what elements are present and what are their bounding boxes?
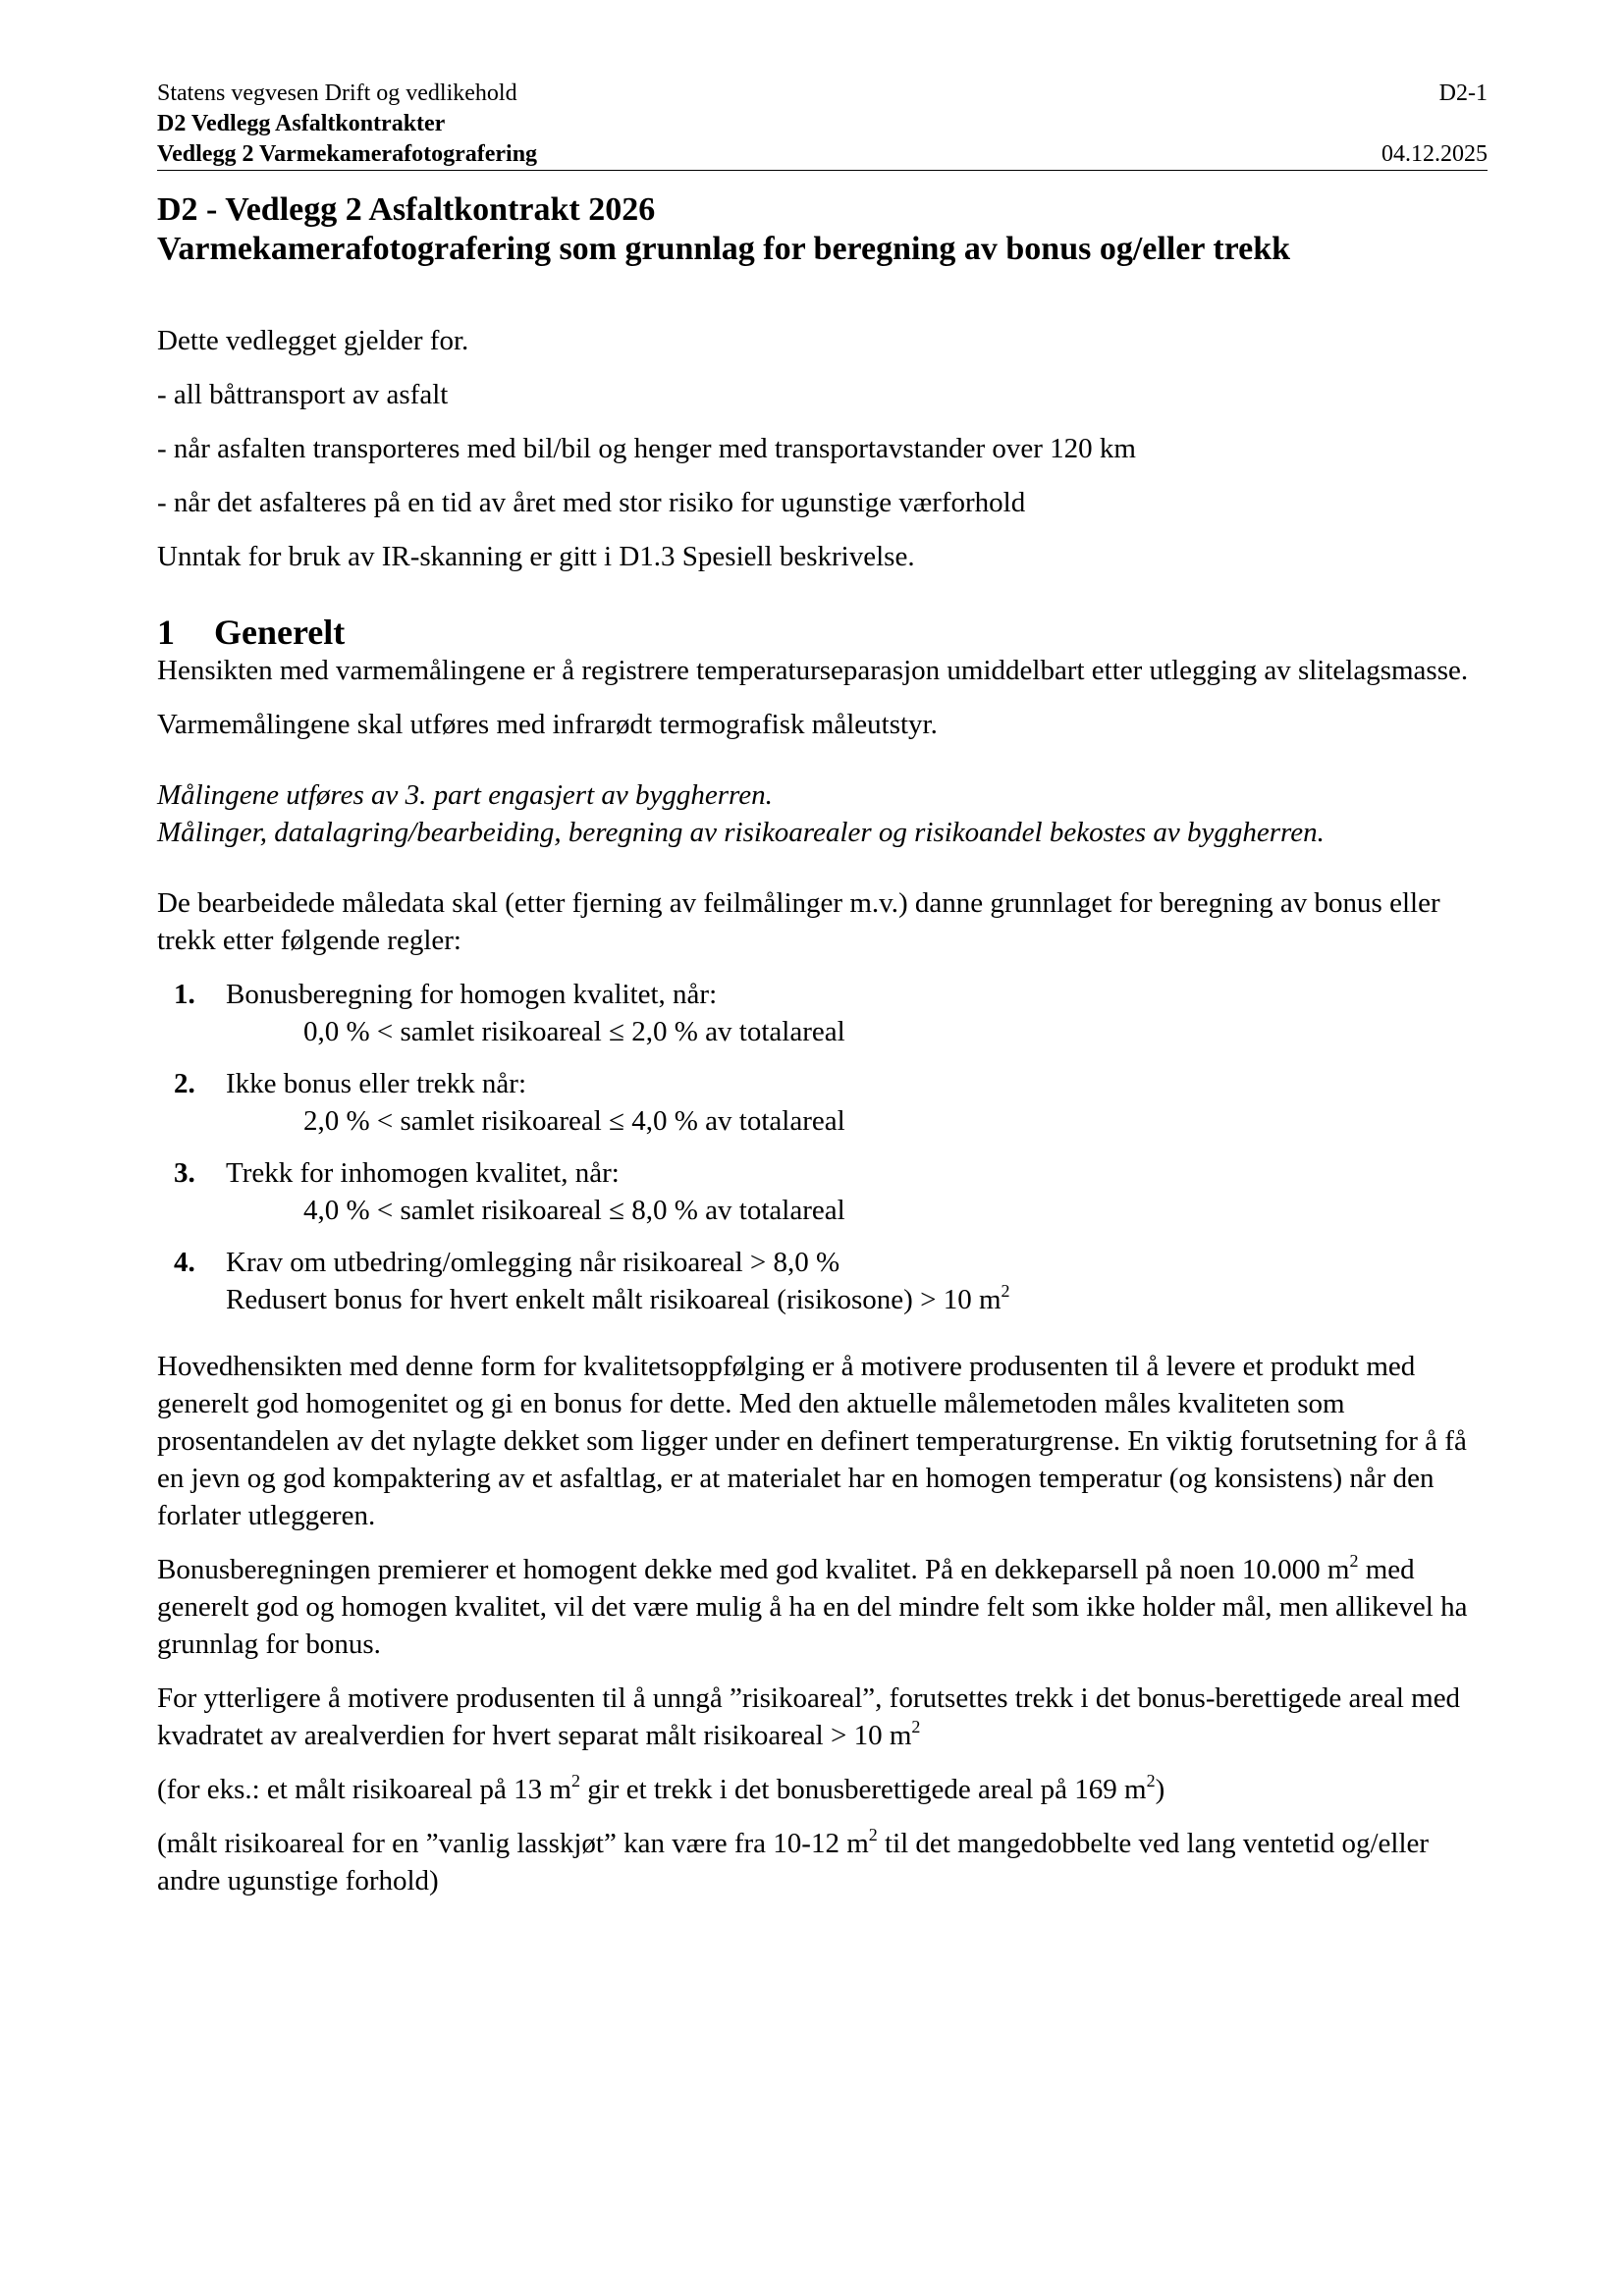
italic-line: Målinger, datalagring/bearbeiding, beregning av risikoarealer og risikoandel bekostes av byggherren. xyxy=(157,817,1325,848)
document-page xyxy=(157,79,1488,1916)
intro-line: - når asfalten transporteres med bil/bil og henger med transportavstander over 120 km xyxy=(157,433,1136,464)
paragraph xyxy=(157,1771,1488,1808)
rule-item xyxy=(157,1154,1488,1229)
header-date: 04.12.2025 xyxy=(1381,141,1488,167)
italic-note xyxy=(157,776,1488,851)
header-doc: D2 Vedlegg Asfaltkontrakter xyxy=(157,111,446,136)
section-number: 1 xyxy=(157,613,175,652)
section-title: Generelt xyxy=(214,613,346,652)
paragraph xyxy=(157,1551,1488,1663)
rule-text: Krav om utbedring/omlegging når risikoareal > 8,0 % xyxy=(226,1247,840,1278)
document-title xyxy=(157,190,1488,269)
title-line-1: D2 - Vedlegg 2 Asfaltkontrakt 2026 xyxy=(157,191,656,228)
rule-number: 4. xyxy=(174,1247,195,1278)
paragraph xyxy=(157,1825,1488,1899)
section-body xyxy=(157,652,1488,1899)
intro-block xyxy=(157,322,1488,575)
text-run: gir et trekk i det bonusberettigede areal på 169 m xyxy=(579,1774,1147,1805)
intro-line: Unntak for bruk av IR-skanning er gitt i D1.3 Spesiell beskrivelse. xyxy=(157,541,915,572)
rule-item xyxy=(157,976,1488,1050)
text-run: (målt risikoareal for en ”vanlig lasskjøt” kan være fra 10-12 m xyxy=(157,1828,869,1859)
superscript: 2 xyxy=(1349,1551,1359,1571)
text-run: med generelt god og homogen kvalitet, vil det være mulig å ha en del mindre felt som ikke holder mål, men allikevel ha grunnlag for bonus. xyxy=(157,1554,1468,1660)
paragraph: De bearbeidede måledata skal (etter fjerning av feilmålinger m.v.) danne grunnlaget for beregning av bonus eller trekk etter følgende regler: xyxy=(157,887,1440,956)
rule-text: Ikke bonus eller trekk når: xyxy=(226,1068,527,1099)
text-run: (for eks.: et målt risikoareal på 13 m xyxy=(157,1774,571,1805)
superscript: 2 xyxy=(868,1825,878,1844)
superscript: 2 xyxy=(911,1717,921,1736)
text-run: Bonusberegningen premierer et homogent dekke med god kvalitet. På en dekkeparsell på noen 10.000 m xyxy=(157,1554,1350,1585)
header-org: Statens vegvesen Drift og vedlikehold xyxy=(157,80,517,106)
paragraph: Varmemålingene skal utføres med infrarødt termografisk måleutstyr. xyxy=(157,709,938,740)
explanation-block xyxy=(157,1348,1488,1899)
header-appendix: Vedlegg 2 Varmekamerafotografering xyxy=(157,141,538,167)
paragraph: Hensikten med varmemålingene er å registrere temperaturseparasjon umiddelbart etter utlegging av slitelagsmasse. xyxy=(157,655,1469,686)
text-run: For ytterligere å motivere produsenten til å unngå ”risikoareal”, forutsettes trekk i det bonus-berettigede areal med kvadratet av arealverdien for hvert separat målt risikoareal > 10 m xyxy=(157,1682,1461,1751)
title-line-2: Varmekamerafotografering som grunnlag for beregning av bonus og/eller trekk xyxy=(157,231,1291,267)
rule-text: Bonusberegning for homogen kvalitet, når: xyxy=(226,979,718,1010)
paragraph: Hovedhensikten med denne form for kvalitetsoppfølging er å motivere produsenten til å levere et produkt med generelt god homogenitet og gi en bonus for dette. Med den aktuelle målemetoden måles kvaliteten som prosentandelen av det nylagte dekket som ligger under en definert temperaturgrense. En viktig forutsetning for å få en jevn og god kompaktering av et asfaltlag, er at materialet har en homogen temperatur (og konsistens) når den forlater utleggeren. xyxy=(157,1351,1467,1531)
rules-list xyxy=(157,976,1488,1318)
superscript: 2 xyxy=(1146,1771,1156,1790)
section-heading xyxy=(157,613,1488,652)
rule-condition: 4,0 % < samlet risikoareal ≤ 8,0 % av totalareal xyxy=(303,1195,845,1226)
rule-item xyxy=(157,1244,1488,1318)
intro-line: - når det asfalteres på en tid av året med stor risiko for ugunstige værforhold xyxy=(157,487,1026,518)
rule-number: 2. xyxy=(174,1068,195,1099)
intro-line: - all båttransport av asfalt xyxy=(157,379,449,410)
text-run: ) xyxy=(1155,1774,1165,1805)
rule-item xyxy=(157,1065,1488,1140)
rule-text-line-2: Redusert bonus for hvert enkelt målt risikoareal (risikosone) > 10 m xyxy=(226,1284,1001,1315)
rule-text: Trekk for inhomogen kvalitet, når: xyxy=(226,1157,620,1189)
rule-number: 1. xyxy=(174,979,195,1010)
superscript: 2 xyxy=(570,1771,580,1790)
text-run: til det mangedobbelte ved lang ventetid og/eller andre ugunstige forhold) xyxy=(157,1828,1430,1896)
rule-condition: 0,0 % < samlet risikoareal ≤ 2,0 % av totalareal xyxy=(303,1016,845,1047)
header-divider xyxy=(157,170,1488,171)
rule-number: 3. xyxy=(174,1157,195,1189)
header-page-number: D2-1 xyxy=(1438,80,1488,106)
italic-line: Målingene utføres av 3. part engasjert av byggherren. xyxy=(157,779,773,811)
rule-condition: 2,0 % < samlet risikoareal ≤ 4,0 % av totalareal xyxy=(303,1105,845,1137)
page-header xyxy=(157,79,1488,171)
paragraph xyxy=(157,1680,1488,1754)
intro-line: Dette vedlegget gjelder for. xyxy=(157,325,469,356)
superscript: 2 xyxy=(1001,1281,1010,1301)
